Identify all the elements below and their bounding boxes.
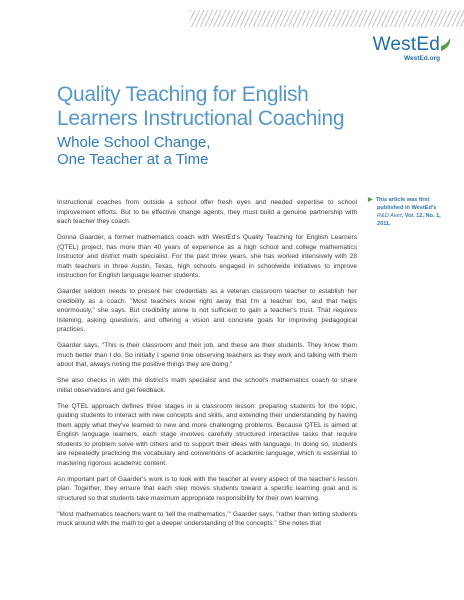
body-paragraph: Gaarder seldom needs to present her credentials as a veteran classroom teacher to establish her credibility as a coach. "Most teachers know right away that I'm a teacher too, and that helps enormously," she says. But credibility alone is not sufficient to gain a teacher's trust. That requires listening, asking questions, and offering a vision and concrete goals for improving pedagogical practices. (57, 288, 357, 333)
body-paragraph: The QTEL approach defines three stages in a classroom lesson: preparing students for the topic, guiding students to interact with new concepts and skills, and extending their understanding by having them apply what they've learned to new and more challenging problems. Because QTEL is aimed at English language learners, each stage involves carefully structured interactive tasks that require students to problem solve with others and to support their ideas with language. In doing so, students are repeatedly practicing the vocabulary and conventions of academic language, which is essential to mastering rigorous academic content. (57, 402, 357, 467)
logo-url[interactable]: WestEd.org (404, 55, 440, 62)
article-title: Quality Teaching for English Learners Instructional Coaching (57, 83, 345, 130)
body-paragraph: An important part of Gaarder's work is to look with the teacher at every aspect of the teacher's lesson plan. Together, they ensure that each step moves students toward a specific learning goal and is structured so that students take maximum appropriate responsibility for their own learning. (57, 475, 357, 502)
logo-mark-icon (440, 37, 452, 53)
decorative-hatch-band (190, 10, 464, 27)
logo-wordmark: WestEd (372, 34, 440, 55)
publication-note-line-3: , Vol. 12, No. 1, (401, 213, 441, 219)
body-paragraph: Donna Gaarder, a former mathematics coach with WestEd's Quality Teaching for English Learners (QTEL) project, has more than 40 years of experience as a high school and college mathematics instructor and district math specialist. For the past three years, she has worked intensively with 28 math teachers in three Austin, Texas, high schools engaged in schoolwide initiatives to improve instruction for English language learner students. (57, 234, 357, 279)
article-body (57, 198, 357, 535)
body-paragraph: Instructional coaches from outside a school offer fresh eyes and needed expertise to school improvement efforts. But to be effective change agents, they must build a genuine partnership with each teacher they coach. (57, 199, 357, 225)
article-subtitle (57, 134, 317, 168)
arrow-bullet-icon: ▶ (368, 197, 373, 203)
subtitle-line-2: One Teacher at a Time (57, 151, 209, 168)
publication-source: R&D Alert (377, 213, 402, 219)
publication-note-line-4: 2011. (377, 221, 391, 227)
subtitle-line-1: Whole School Change, (57, 134, 211, 151)
body-paragraph: Gaarder says, "This is their classroom and their job, and these are their students. They know them much better than I do. So initially I spend time observing teachers as they work and talking with them about that, always noting the positive things they are doing." (57, 342, 357, 368)
wested-logo[interactable] (330, 34, 452, 68)
publication-note (368, 196, 454, 228)
body-paragraph: She also checks in with the district's math specialist and the school's mathematics coach to share initial observations and get feedback. (57, 377, 357, 394)
publication-note-line-1: This article was first (375, 197, 430, 203)
publication-note-line-2: published in WestEd's (377, 205, 437, 211)
body-paragraph: "Most mathematics teachers want to 'tell the mathematics,'" Gaarder says, "rather than letting students muck around with the math to get a deeper understanding of the concepts." She notes that (57, 510, 357, 527)
